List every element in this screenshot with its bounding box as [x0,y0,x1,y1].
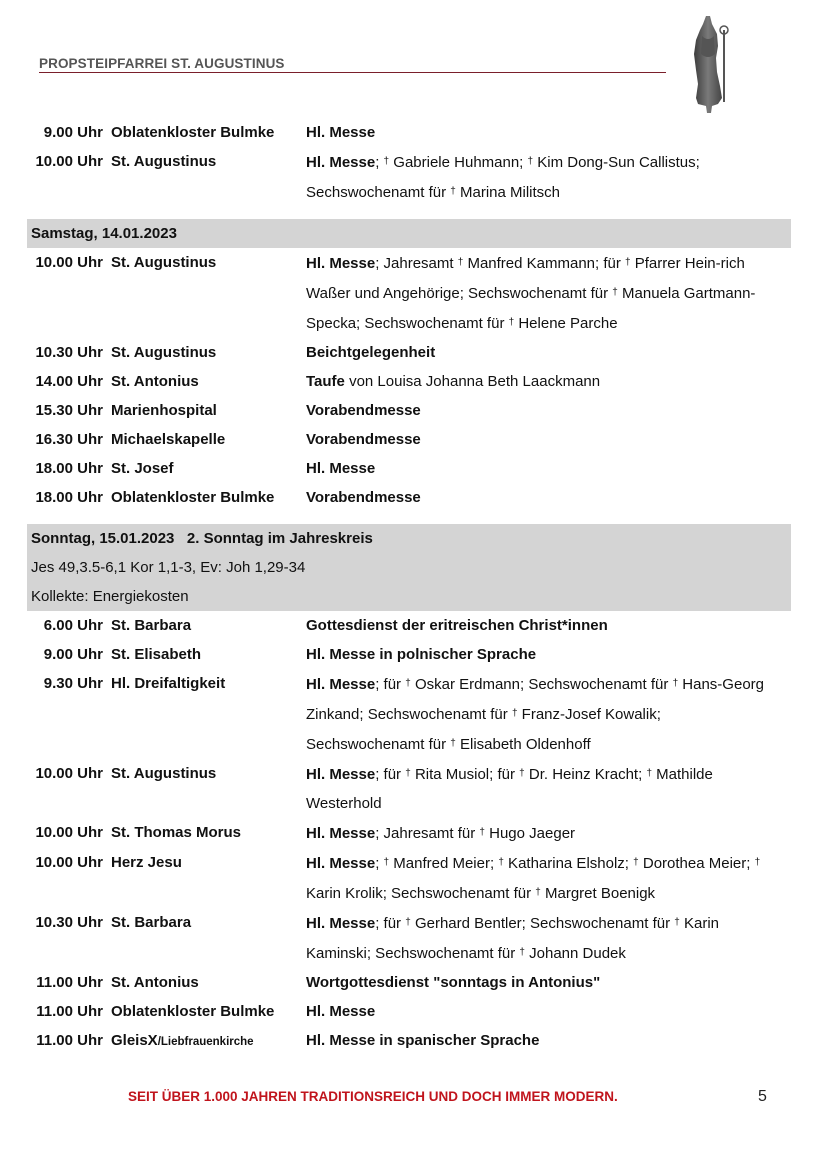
collection: Kollekte: Energiekosten [31,588,189,605]
service-type: Vorabendmesse [306,489,421,506]
deceased-cross-icon: † [519,768,525,779]
service-description [298,483,791,512]
liturgical-day: 2. Sonntag im Jahreskreis [186,530,373,547]
service-description [298,997,791,1026]
deceased-cross-icon: † [479,827,485,838]
service-type: Taufe [306,373,345,390]
deceased-cross-icon: † [405,917,411,928]
service-type: Hl. Messe [306,915,376,932]
service-location: St. Thomas Morus [111,824,242,841]
statue-of-st-augustinus-icon [684,14,734,114]
service-location: Marienhospital [111,402,217,419]
service-time: 10.30 Uhr [35,344,103,361]
schedule-row [27,908,791,968]
deceased-cross-icon: † [511,708,518,719]
service-location: Oblatenkloster Bulmke [111,489,275,506]
day-header [27,524,791,611]
service-time: 16.30 Uhr [35,431,103,448]
service-location: Michaelskapelle [111,431,226,448]
service-location: St. Barbara [111,914,192,931]
service-type: Hl. Messe [306,460,376,477]
service-description [298,611,791,640]
service-type: Gottesdienst der eritreischen Christ*innen [306,617,608,634]
schedule [27,118,791,1057]
service-time: 14.00 Uhr [35,373,103,390]
service-location: St. Elisabeth [111,646,202,663]
schedule-row [27,425,791,454]
service-location: St. Augustinus [111,765,217,782]
service-time: 10.00 Uhr [35,854,103,871]
schedule-row [27,611,791,640]
deceased-cross-icon: † [450,186,456,197]
service-type: Hl. Messe in spanischer Sprache [306,1032,540,1049]
deceased-cross-icon: † [527,156,534,167]
service-location: St. Antonius [111,373,199,390]
service-type: Hl. Messe [306,825,376,842]
service-time: 9.00 Uhr [43,124,103,141]
day-title-line [31,219,791,248]
deceased-cross-icon: † [754,857,761,868]
service-location: St. Augustinus [111,344,217,361]
day-date: Sonntag, 15.01.2023 [31,530,175,547]
service-time: 10.00 Uhr [35,824,103,841]
service-location: St. Barbara [111,617,192,634]
day-date: Samstag, 14.01.2023 [31,225,177,242]
service-description [298,454,791,483]
service-location: Hl. Dreifaltigkeit [111,675,226,692]
schedule-row [27,483,791,512]
service-location: Oblatenkloster Bulmke [111,124,275,141]
service-description: Hl. Messe; † Manfred Meier; † Katharina Elsholz; † Dorothea Meier; † Karin Krolik; Sechswochenamt für † Margret Boenigk [306,855,761,902]
service-description: Hl. Messe; Jahresamt † Manfred Kammann; für † Pfarrer Hein-rich Waßer und Angehörige; Sechswochenamt für † Manuela Gartmann-Specka; Sechswochenamt für † Helene Parche [306,255,756,332]
page-number: 5 [758,1088,767,1105]
schedule-row [27,396,791,425]
service-description [298,640,791,669]
service-location: Herz Jesu [111,854,182,871]
deceased-cross-icon: † [519,947,525,958]
service-description [298,1026,791,1057]
day-header [27,219,791,248]
service-type: Wortgottesdienst "sonntags in Antonius" [306,974,601,991]
service-description [298,425,791,454]
service-description: Hl. Messe; † Gabriele Huhmann; † Kim Dong-Sun Callistus; Sechswochenamt für † Marina Militsch [306,154,700,201]
service-type: Beichtgelegenheit [306,344,436,361]
service-location: Oblatenkloster Bulmke [111,1003,275,1020]
service-location: St. Augustinus [111,254,217,271]
service-type: Vorabendmesse [306,431,421,448]
service-description [298,396,791,425]
schedule-row [27,338,791,367]
deceased-cross-icon: † [405,678,411,689]
deceased-cross-icon: † [450,738,456,749]
footer-slogan: SEIT ÜBER 1.000 JAHREN TRADITIONSREICH UND DOCH IMMER MODERN. [128,1089,618,1104]
service-description [298,118,791,147]
deceased-cross-icon: † [457,257,464,268]
deceased-cross-icon: † [612,287,618,298]
deceased-cross-icon: † [508,317,515,328]
service-description: Hl. Messe; für † Gerhard Bentler; Sechswochenamt für † Karin Kaminski; Sechswochenamt für † Johann Dudek [306,915,719,962]
section-gap [27,207,791,215]
schedule-row [27,997,791,1026]
schedule-row [27,669,791,759]
schedule-row [27,147,791,207]
schedule-row [27,818,791,848]
service-location: GleisX/Liebfrauenkirche [111,1032,254,1049]
service-location: St. Augustinus [111,153,217,170]
service-time: 11.00 Uhr [36,1032,103,1049]
location-suffix: /Liebfrauenkirche [157,1036,254,1048]
schedule-row [27,454,791,483]
schedule-row [27,1026,791,1057]
schedule-row [27,118,791,147]
deceased-cross-icon: † [405,768,411,779]
deceased-cross-icon: † [672,678,679,689]
parish-name: PROPSTEIPFARREI ST. AUGUSTINUS [39,56,285,71]
service-location: St. Josef [111,460,174,477]
deceased-cross-icon: † [498,857,504,868]
schedule-row [27,848,791,908]
service-location: St. Antonius [111,974,199,991]
service-description: Hl. Messe; für † Oskar Erdmann; Sechswochenamt für † Hans-Georg Zinkand; Sechswochenamt für † Franz-Josef Kowalik; Sechswochenamt für † Elisabeth Oldenhoff [306,676,764,753]
day-title-line [31,524,791,553]
service-type: Hl. Messe in polnischer Sprache [306,646,537,663]
header-divider [39,72,666,73]
deceased-cross-icon: † [383,156,390,167]
service-time: 10.30 Uhr [35,914,103,931]
deceased-cross-icon: † [383,857,390,868]
schedule-row [27,968,791,997]
service-type: Vorabendmesse [306,402,421,419]
service-time: 11.00 Uhr [36,1003,103,1020]
service-type: Hl. Messe [306,255,376,272]
schedule-row [27,640,791,669]
service-time: 9.30 Uhr [43,675,103,692]
deceased-cross-icon: † [633,857,639,868]
deceased-cross-icon: † [646,768,652,779]
service-time: 10.00 Uhr [35,765,103,782]
schedule-row [27,367,791,396]
service-type: Hl. Messe [306,766,376,783]
service-time: 11.00 Uhr [36,974,103,991]
service-time: 10.00 Uhr [35,254,103,271]
schedule-row [27,759,791,818]
service-description: Hl. Messe; für † Rita Musiol; für † Dr. Heinz Kracht; † Mathilde Westerhold [306,766,713,812]
readings: Jes 49,3.5-6,1 Kor 1,1-3, Ev: Joh 1,29-34 [31,559,306,576]
service-description: Hl. Messe; Jahresamt für † Hugo Jaeger [306,825,576,842]
service-time: 9.00 Uhr [43,646,103,663]
service-type: Hl. Messe [306,855,376,872]
service-time: 18.00 Uhr [35,460,103,477]
service-description [298,338,791,367]
service-time: 18.00 Uhr [35,489,103,506]
section-gap [27,512,791,520]
service-type: Hl. Messe [306,124,376,141]
deceased-cross-icon: † [535,887,541,898]
service-description: Taufe von Louisa Johanna Beth Laackmann [306,373,601,390]
schedule-row [27,248,791,338]
service-type: Hl. Messe [306,154,376,171]
service-time: 6.00 Uhr [43,617,103,634]
deceased-cross-icon: † [674,917,680,928]
service-time: 15.30 Uhr [35,402,103,419]
service-type: Hl. Messe [306,1003,376,1020]
service-type: Hl. Messe [306,676,376,693]
deceased-cross-icon: † [625,257,631,268]
service-time: 10.00 Uhr [35,153,103,170]
service-description [298,968,791,997]
